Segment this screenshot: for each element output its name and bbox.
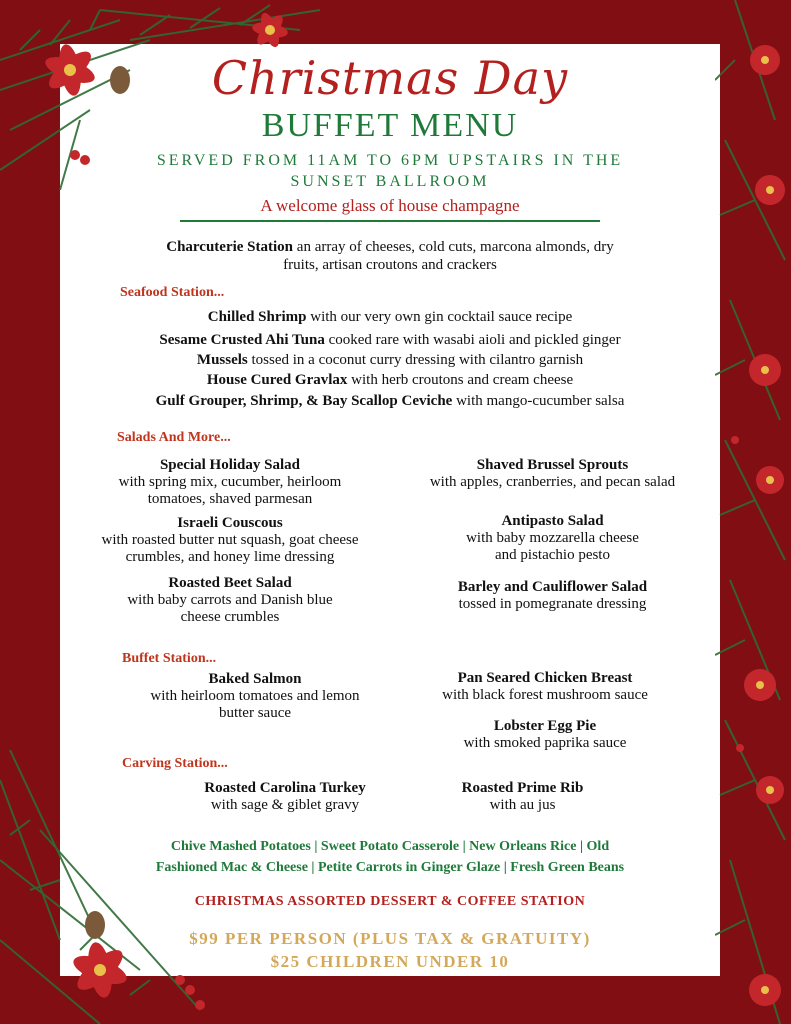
salad-item	[400, 457, 705, 491]
poinsettia-garland-right	[715, 0, 791, 1024]
salad-item-name: Special Holiday Salad	[159, 457, 301, 473]
price-line-1: $99 PER PERSON (PLUS TAX & GRATUITY)	[189, 929, 591, 948]
buffet-menu-title: BUFFET MENU	[261, 107, 519, 144]
seafood-item	[60, 351, 720, 370]
seafood-item	[60, 392, 720, 411]
seafood-item	[60, 308, 720, 327]
salad-item-desc-1: with baby mozzarella cheese	[466, 530, 639, 546]
charcuterie-line-2: fruits, artisan croutons and crackers	[283, 257, 497, 273]
carving-item	[145, 780, 425, 814]
salad-item-name: Roasted Beet Salad	[168, 575, 292, 591]
carving-item-desc-1: with sage & giblet gravy	[210, 797, 360, 813]
seafood-item-name: Gulf Grouper, Shrimp, & Bay Scallop Ceviche	[155, 393, 453, 409]
seafood-item-name: House Cured Gravlax	[206, 372, 348, 388]
price-line-2: $25 CHILDREN UNDER 10	[270, 952, 510, 971]
script-title: Christmas Day	[211, 51, 569, 105]
charcuterie-desc-1: an array of cheeses, cold cuts, marcona almonds, dry	[293, 239, 614, 255]
salad-item-desc-1: with spring mix, cucumber, heirloom	[118, 474, 342, 490]
salad-item	[70, 575, 390, 626]
salad-item	[60, 515, 400, 566]
buffet-item	[400, 670, 690, 704]
buffet-heading: Buffet Station...	[122, 651, 217, 666]
buffet-item-name: Lobster Egg Pie	[493, 718, 597, 734]
carving-item	[400, 780, 645, 814]
salad-item-desc-1: with baby carrots and Danish blue	[127, 592, 333, 608]
sides-line-2: Fashioned Mac & Cheese | Petite Carrots in Ginger Glaze | Fresh Green Beans	[155, 860, 625, 875]
salad-item-name: Barley and Cauliflower Salad	[457, 579, 648, 595]
carving-item-name: Roasted Prime Rib	[461, 780, 584, 796]
seafood-item-desc: cooked rare with wasabi aioli and pickled ginger	[324, 332, 621, 348]
carving-item-name: Roasted Carolina Turkey	[204, 780, 366, 796]
charcuterie-line-1	[60, 238, 720, 257]
salad-item-desc-2: and pistachio pesto	[495, 547, 610, 563]
served-line-1: SERVED FROM 11AM TO 6PM UPSTAIRS IN THE	[156, 152, 624, 169]
salad-item-desc-2: crumbles, and honey lime dressing	[125, 549, 335, 565]
salad-item-desc-1: with apples, cranberries, and pecan salad	[429, 474, 676, 490]
salad-item-name: Shaved Brussel Sprouts	[476, 457, 629, 473]
seafood-item-desc: with mango-cucumber salsa	[452, 393, 625, 409]
sides-line-1: Chive Mashed Potatoes | Sweet Potato Casserole | New Orleans Rice | Old	[170, 839, 610, 854]
salad-item-desc-2: cheese crumbles	[180, 609, 280, 625]
buffet-item-desc-1: with smoked paprika sauce	[463, 735, 627, 751]
seafood-item-desc: tossed in a coconut curry dressing with cilantro garnish	[247, 352, 584, 368]
carving-heading: Carving Station...	[122, 756, 228, 771]
buffet-item-name: Pan Seared Chicken Breast	[457, 670, 633, 686]
salad-item	[70, 457, 390, 508]
salad-item-desc-1: with roasted butter nut squash, goat cheese	[101, 532, 359, 548]
seafood-item-name: Sesame Crusted Ahi Tuna	[159, 332, 325, 348]
charcuterie-name: Charcuterie Station	[166, 239, 294, 255]
dessert-station: CHRISTMAS ASSORTED DESSERT & COFFEE STATION	[194, 894, 586, 909]
salads-heading: Salads And More...	[117, 430, 231, 445]
seafood-heading: Seafood Station...	[120, 285, 225, 300]
seafood-item	[60, 371, 720, 390]
salad-item-desc-1: tossed in pomegranate dressing	[458, 596, 647, 612]
salad-item-name: Israeli Couscous	[177, 515, 283, 531]
salad-item	[400, 513, 705, 564]
header-divider	[180, 220, 600, 222]
salad-item	[400, 579, 705, 613]
salad-item-name: Antipasto Salad	[501, 513, 604, 529]
buffet-item	[95, 671, 415, 722]
seafood-item-name: Chilled Shrimp	[207, 309, 307, 325]
buffet-item	[400, 718, 690, 752]
seafood-item	[60, 331, 720, 350]
served-line-2: SUNSET BALLROOM	[290, 173, 490, 190]
salad-item-desc-2: tomatoes, shaved parmesan	[147, 491, 313, 507]
seafood-item-name: Mussels	[196, 352, 248, 368]
seafood-item-desc: with our very own gin cocktail sauce recipe	[306, 309, 573, 325]
buffet-item-desc-1: with black forest mushroom sauce	[442, 687, 648, 703]
carving-item-desc-1: with au jus	[489, 797, 556, 813]
buffet-item-desc-2: butter sauce	[218, 705, 292, 721]
seafood-item-desc: with herb croutons and cream cheese	[347, 372, 574, 388]
welcome-line: A welcome glass of house champagne	[260, 196, 520, 215]
buffet-item-desc-1: with heirloom tomatoes and lemon	[150, 688, 360, 704]
buffet-item-name: Baked Salmon	[208, 671, 302, 687]
